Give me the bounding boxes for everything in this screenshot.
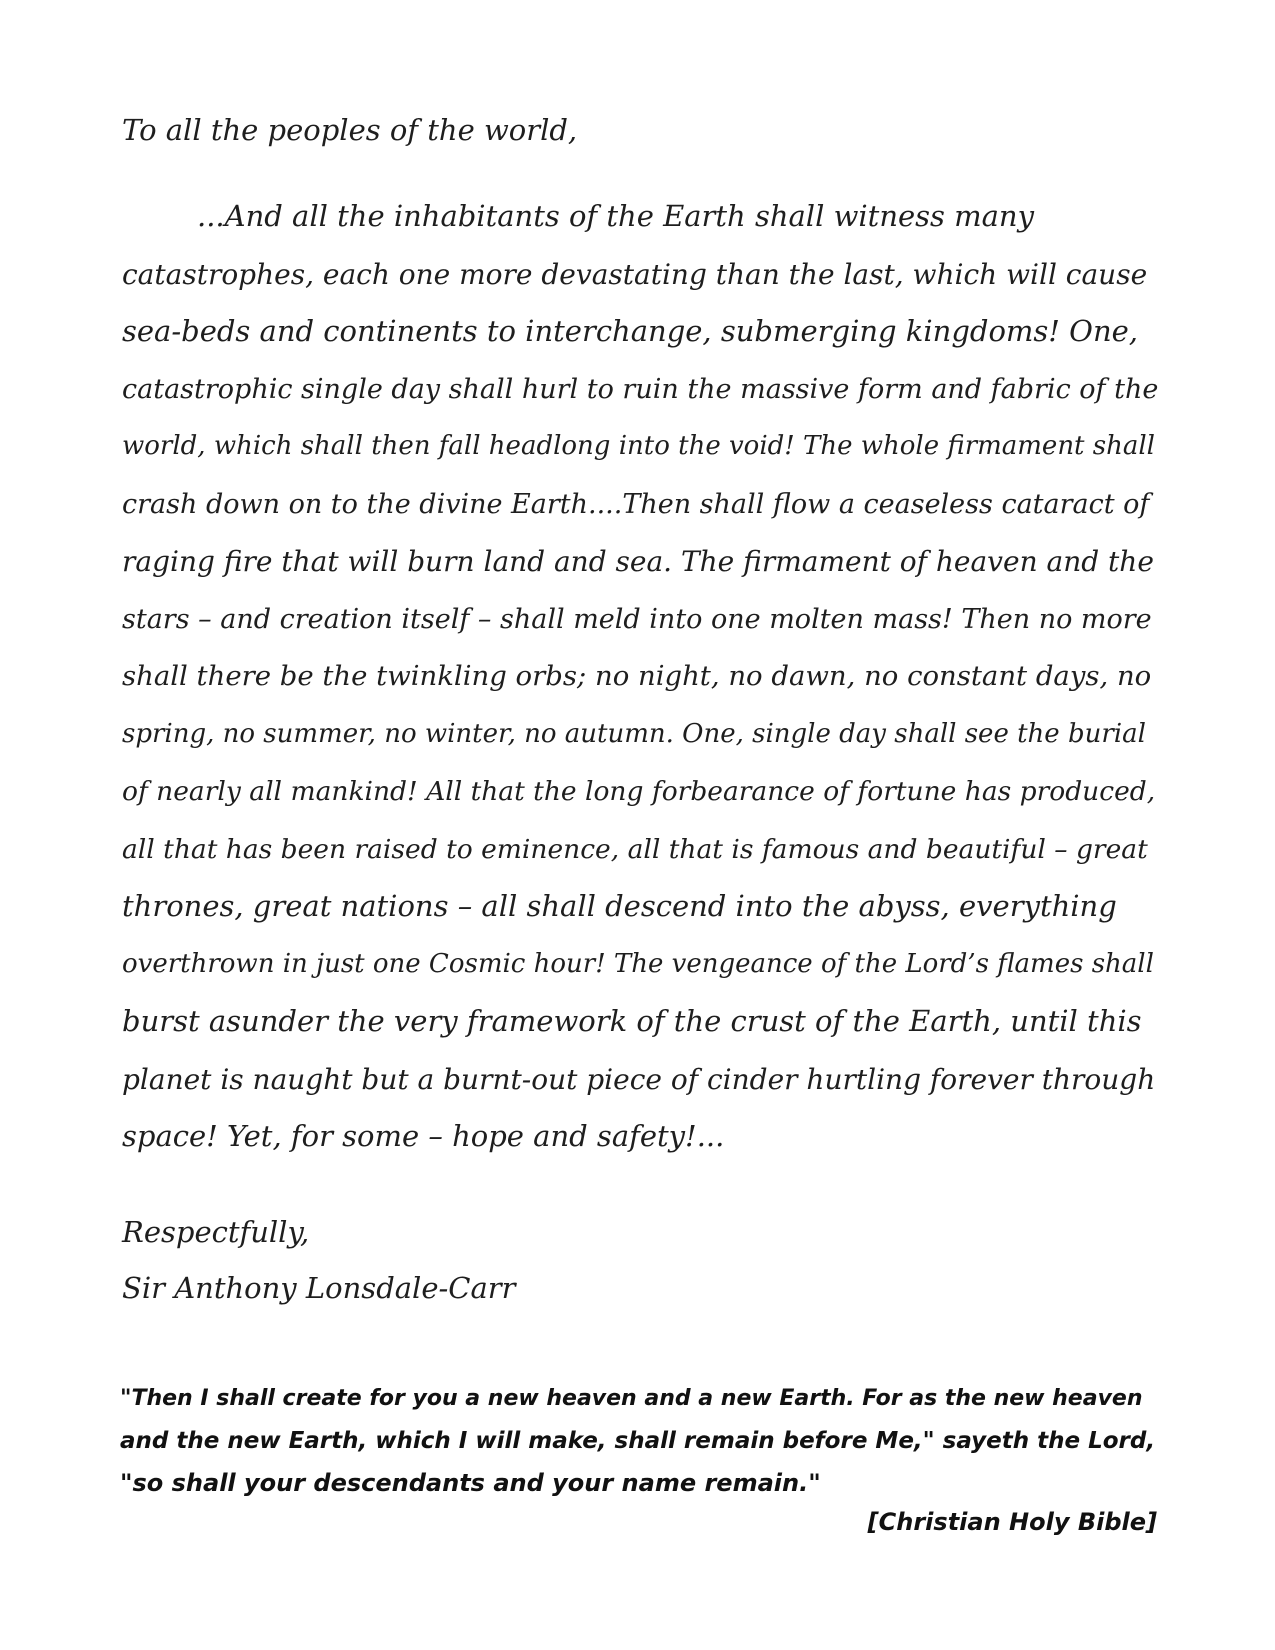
body-line: burst asunder the very framework of the crust of the Earth, until this	[122, 1004, 1142, 1038]
quote-line: "Then I shall create for you a new heaven and a new Earth. For as the new heaven	[120, 1386, 1143, 1411]
signature-name: Sir Anthony Lonsdale-Carr	[122, 1270, 516, 1305]
letter-body	[122, 188, 1162, 1166]
body-line: ...And all the inhabitants of the Earth shall witness many	[197, 199, 1034, 233]
quote-line: and the new Earth, which I will make, shall remain before Me," sayeth the Lord,	[120, 1428, 1156, 1454]
scripture-quote	[120, 1378, 1160, 1504]
quote-line: "so shall your descendants and your name remain."	[120, 1469, 821, 1497]
salutation: To all the peoples of the world,	[122, 113, 578, 147]
body-line: spring, no summer, no winter, no autumn. One, single day shall see the burial	[122, 718, 1146, 749]
body-line: overthrown in just one Cosmic hour! The vengeance of the Lord’s flames shall	[122, 948, 1154, 979]
body-line: all that has been raised to eminence, all that is famous and beautiful – great	[122, 833, 1148, 865]
quote-source: [Christian Holy Bible]	[867, 1508, 1157, 1536]
body-line: of nearly all mankind! All that the long forbearance of fortune has produced,	[122, 776, 1156, 807]
body-line: planet is naught but a burnt-out piece of cinder hurtling forever through	[122, 1062, 1156, 1096]
body-line: raging fire that will burn land and sea. The firmament of heaven and the	[122, 545, 1154, 578]
letter-closing	[122, 1204, 1162, 1316]
body-line: crash down on to the divine Earth....Then shall flow a ceaseless cataract of	[122, 488, 1150, 520]
body-line: sea-beds and continents to interchange, submerging kingdoms! One,	[122, 314, 1139, 348]
body-line: space! Yet, for some – hope and safety!...	[122, 1119, 725, 1153]
body-line: catastrophic single day shall hurl to ruin the massive form and fabric of the	[122, 373, 1159, 405]
body-line: shall there be the twinkling orbs; no night, no dawn, no constant days, no	[122, 660, 1152, 692]
closing-phrase: Respectfully,	[122, 1214, 310, 1249]
body-line: stars – and creation itself – shall meld into one molten mass! Then no more	[122, 603, 1152, 635]
body-line: world, which shall then fall headlong into the void! The whole firmament shall	[122, 431, 1155, 461]
body-line: catastrophes, each one more devastating than the last, which will cause	[122, 257, 1148, 291]
letter	[122, 110, 1162, 1316]
body-line: thrones, great nations – all shall descend into the abyss, everything	[122, 889, 1117, 923]
